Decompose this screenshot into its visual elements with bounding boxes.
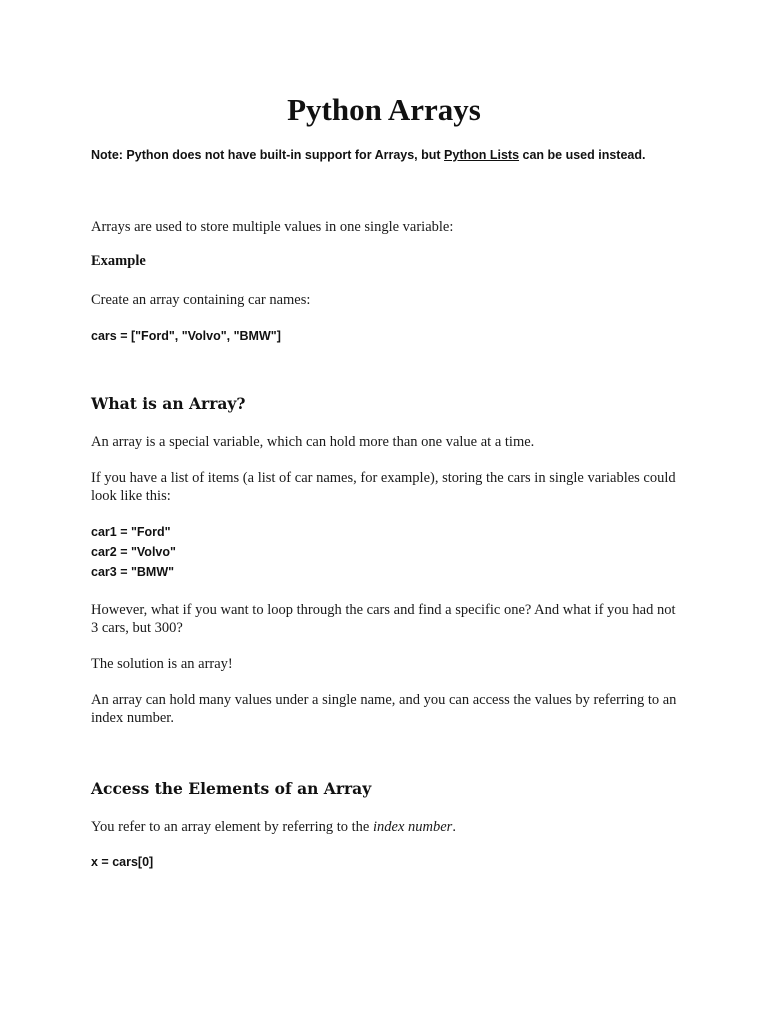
section2-code: x = cars[0]	[91, 855, 154, 869]
section1-paragraph-2: If you have a list of items (a list of car names, for example), storing the cars in single variables could look like this:	[91, 470, 676, 504]
example-description: Create an array containing car names:	[91, 292, 311, 308]
code-line: car3 = "BMW"	[91, 565, 175, 579]
note-prefix: Note:	[91, 148, 123, 162]
example-label: Example	[91, 253, 146, 269]
section2-p1-before: You refer to an array element by referring to the	[91, 819, 373, 835]
python-lists-link[interactable]: Python Lists	[444, 148, 520, 162]
section-heading-what-is-array: What is an Array?	[91, 394, 246, 413]
code-line: car1 = "Ford"	[91, 525, 171, 539]
section1-paragraph-3: However, what if you want to loop through the cars and find a specific one? And what if you had not 3 cars, but 300?	[91, 602, 676, 636]
index-number-emphasis: index number	[372, 819, 453, 835]
intro-paragraph: Arrays are used to store multiple values in one single variable:	[91, 219, 454, 235]
section2-paragraph-1	[91, 818, 681, 836]
section1-code-block	[91, 522, 176, 582]
section1-paragraph-1: An array is a special variable, which can hold more than one value at a time.	[91, 434, 535, 450]
note-text-after: can be used instead.	[519, 148, 646, 162]
section1-paragraph-5: An array can hold many values under a single name, and you can access the values by referring to an index number.	[91, 692, 677, 726]
section1-paragraph-4: The solution is an array!	[91, 656, 233, 672]
example-code: cars = ["Ford", "Volvo", "BMW"]	[91, 329, 281, 343]
section2-p1-after: .	[452, 819, 456, 835]
page-title: Python Arrays	[287, 92, 481, 127]
note-text-before: Python does not have built-in support for Arrays, but	[122, 148, 445, 162]
code-line: car2 = "Volvo"	[91, 545, 176, 559]
note-line	[91, 148, 645, 162]
section-heading-access-elements: Access the Elements of an Array	[91, 779, 372, 798]
